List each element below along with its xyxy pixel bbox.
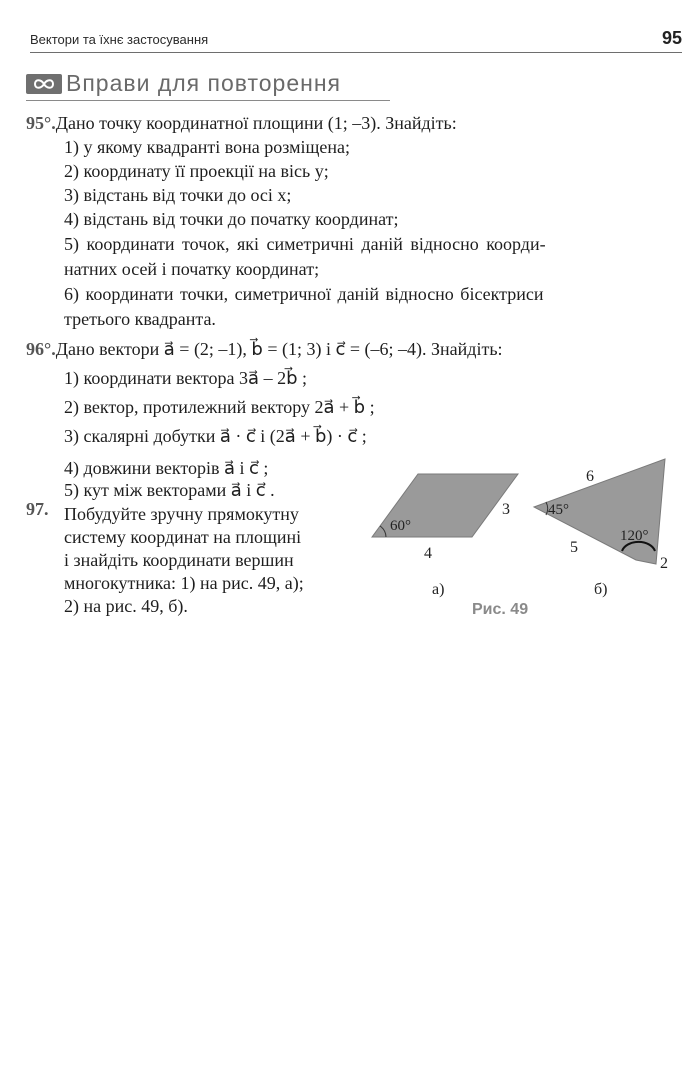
page-header <box>30 28 682 53</box>
exercise-95-item-5: 5) координати точок, які симетричні даній відносно коорди- <box>64 234 546 254</box>
exercise-96-item-2: 2) вектор, протилежний вектору 2a⃗ + b⃗ ; <box>64 397 375 417</box>
infinity-icon <box>26 74 62 94</box>
exercise-95-intro-line <box>26 112 457 134</box>
figure-b-angle-left-label: 45° <box>548 502 569 518</box>
figure-a-label: а) <box>432 581 445 598</box>
exercise-95-item-5-cont: натних осей і початку координат; <box>64 259 320 279</box>
exercise-95-intro: Дано точку координатної площини (1; –3). Знайдіть: <box>55 113 457 133</box>
exercise-96-item-5: 5) кут між векторами a⃗ і c⃗ . <box>64 480 275 500</box>
exercise-97-number: 97. <box>26 499 49 519</box>
page-number: 95 <box>661 28 682 48</box>
exercise-96-item-1: 1) координати вектора 3a⃗ – 2b⃗ ; <box>64 368 307 388</box>
figure-b-side-right: 2 <box>660 555 668 572</box>
exercise-97-line-3: і знайдіть координати вершин <box>64 550 294 570</box>
exercise-95-item-1: 1) у якому квадранті вона розміщена; <box>64 137 351 157</box>
exercise-95-number: 95°. <box>26 113 56 133</box>
exercise-95-item-6-cont: третього квадранта. <box>64 309 216 329</box>
chapter-title: Вектори та їхнє застосування <box>30 32 209 47</box>
exercise-96-number: 96°. <box>26 339 56 359</box>
figure-b-side-left: 5 <box>570 539 578 556</box>
exercise-96-item-3: 3) скалярні добутки a⃗ · c⃗ і (2a⃗ + b⃗) · c⃗ ; <box>64 426 367 446</box>
section-heading <box>26 70 390 101</box>
exercise-95-item-2: 2) координату її проекції на вісь y; <box>64 161 329 181</box>
exercise-95-item-4: 4) відстань від точки до початку координат; <box>64 209 399 229</box>
exercise-97-line-4: многокутника: 1) на рис. 49, а); <box>64 573 304 593</box>
exercise-95-item-6: 6) координати точки, симетричної даній відносно бісектриси <box>64 284 544 304</box>
figure-a-angle-label: 60° <box>390 518 411 534</box>
exercise-96-intro-line <box>26 338 503 360</box>
figure-a-side-bottom: 4 <box>424 545 432 562</box>
exercise-96-item-4: 4) довжини векторів a⃗ і c⃗ ; <box>64 458 269 478</box>
exercise-97-line-2: систему координат на площині <box>64 527 302 547</box>
exercise-97-line-5: 2) на рис. 49, б). <box>64 596 188 616</box>
figure-49 <box>368 450 688 605</box>
exercise-96-intro: Дано вектори a⃗ = (2; –1), b⃗ = (1; 3) і c⃗ = (–6; –4). Знайдіть: <box>55 339 503 359</box>
figure-b-angle-right-label: 120° <box>620 528 649 544</box>
figure-b-side-top: 6 <box>586 468 594 485</box>
figure-b-label: б) <box>594 581 608 598</box>
exercise-97-line-1: Побудуйте зручну прямокутну <box>64 504 299 524</box>
section-title: Вправи для повторення <box>66 70 341 96</box>
exercise-95-item-3: 3) відстань від точки до осі x; <box>64 185 292 205</box>
figure-a-side-right: 3 <box>502 501 510 518</box>
figure-caption: Рис. 49 <box>472 601 529 618</box>
